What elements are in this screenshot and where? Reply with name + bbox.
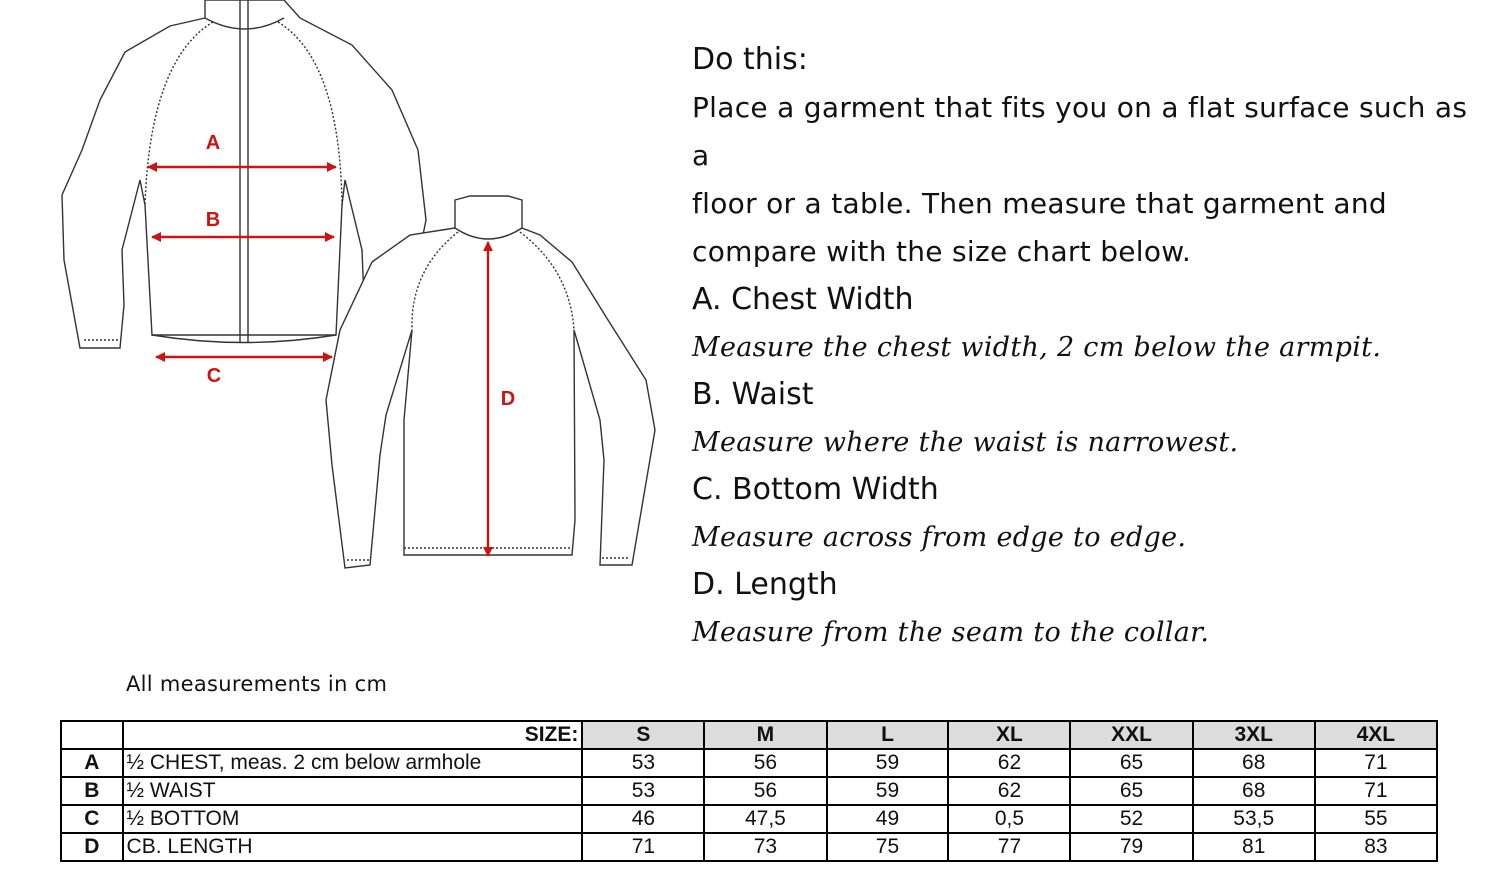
measuring-instructions: [692, 36, 1482, 656]
table-cell: 73: [704, 833, 826, 861]
label-b: B: [205, 209, 221, 231]
size-header: M: [704, 721, 826, 749]
table-cell: 47,5: [704, 805, 826, 833]
header-blank-cell: [61, 721, 123, 749]
intro-line: floor or a table. Then measure that garment and: [692, 187, 1387, 220]
table-cell: 62: [948, 777, 1070, 805]
step-d-heading: D. Length: [692, 567, 838, 602]
step-a-heading: A. Chest Width: [692, 282, 914, 317]
table-cell: 49: [827, 805, 949, 833]
table-cell: 71: [1315, 749, 1437, 777]
table-cell: 53: [582, 749, 704, 777]
size-header: XL: [948, 721, 1070, 749]
table-cell: 0,5: [948, 805, 1070, 833]
row-key: B: [61, 777, 123, 805]
step-d-description: Measure from the seam to the collar.: [692, 617, 1210, 648]
row-key: D: [61, 833, 123, 861]
jacket-illustration: [0, 0, 680, 600]
label-a: A: [205, 132, 221, 154]
table-cell: 53: [582, 777, 704, 805]
table-row: [61, 777, 1437, 805]
table-cell: 46: [582, 805, 704, 833]
table-cell: 77: [948, 833, 1070, 861]
table-cell: 53,5: [1193, 805, 1315, 833]
table-cell: 62: [948, 749, 1070, 777]
table-cell: 56: [704, 777, 826, 805]
instructions-title: Do this:: [692, 42, 808, 77]
row-label: CB. LENGTH: [123, 833, 583, 861]
row-key: C: [61, 805, 123, 833]
table-cell: 68: [1193, 777, 1315, 805]
table-cell: 59: [827, 777, 949, 805]
table-cell: 55: [1315, 805, 1437, 833]
table-cell: 79: [1070, 833, 1192, 861]
row-label: ½ BOTTOM: [123, 805, 583, 833]
table-row: [61, 833, 1437, 861]
size-label: SIZE:: [123, 721, 583, 749]
size-header: 4XL: [1315, 721, 1437, 749]
table-cell: 75: [827, 833, 949, 861]
step-c-heading: C. Bottom Width: [692, 472, 939, 507]
size-header: 3XL: [1193, 721, 1315, 749]
row-label: ½ WAIST: [123, 777, 583, 805]
table-row: [61, 749, 1437, 777]
table-cell: 83: [1315, 833, 1437, 861]
step-b-heading: B. Waist: [692, 377, 814, 412]
intro-line: Place a garment that fits you on a flat surface such as a: [692, 91, 1468, 172]
table-cell: 52: [1070, 805, 1192, 833]
size-header: XXL: [1070, 721, 1192, 749]
step-b-description: Measure where the waist is narrowest.: [692, 427, 1239, 458]
size-chart-table: [60, 720, 1438, 862]
table-cell: 68: [1193, 749, 1315, 777]
size-header-row: [61, 721, 1437, 749]
table-cell: 71: [582, 833, 704, 861]
units-note: All measurements in cm: [126, 672, 388, 696]
size-header: L: [827, 721, 949, 749]
table-cell: 71: [1315, 777, 1437, 805]
step-c-description: Measure across from edge to edge.: [692, 522, 1187, 553]
label-d: D: [500, 388, 516, 410]
table-cell: 56: [704, 749, 826, 777]
row-key: A: [61, 749, 123, 777]
table-row: [61, 805, 1437, 833]
size-header: S: [582, 721, 704, 749]
step-a-description: Measure the chest width, 2 cm below the armpit.: [692, 332, 1382, 363]
table-cell: 65: [1070, 749, 1192, 777]
table-cell: 81: [1193, 833, 1315, 861]
table-cell: 59: [827, 749, 949, 777]
label-c: C: [206, 365, 222, 387]
table-cell: 65: [1070, 777, 1192, 805]
row-label: ½ CHEST, meas. 2 cm below armhole: [123, 749, 583, 777]
intro-line: compare with the size chart below.: [692, 235, 1192, 268]
